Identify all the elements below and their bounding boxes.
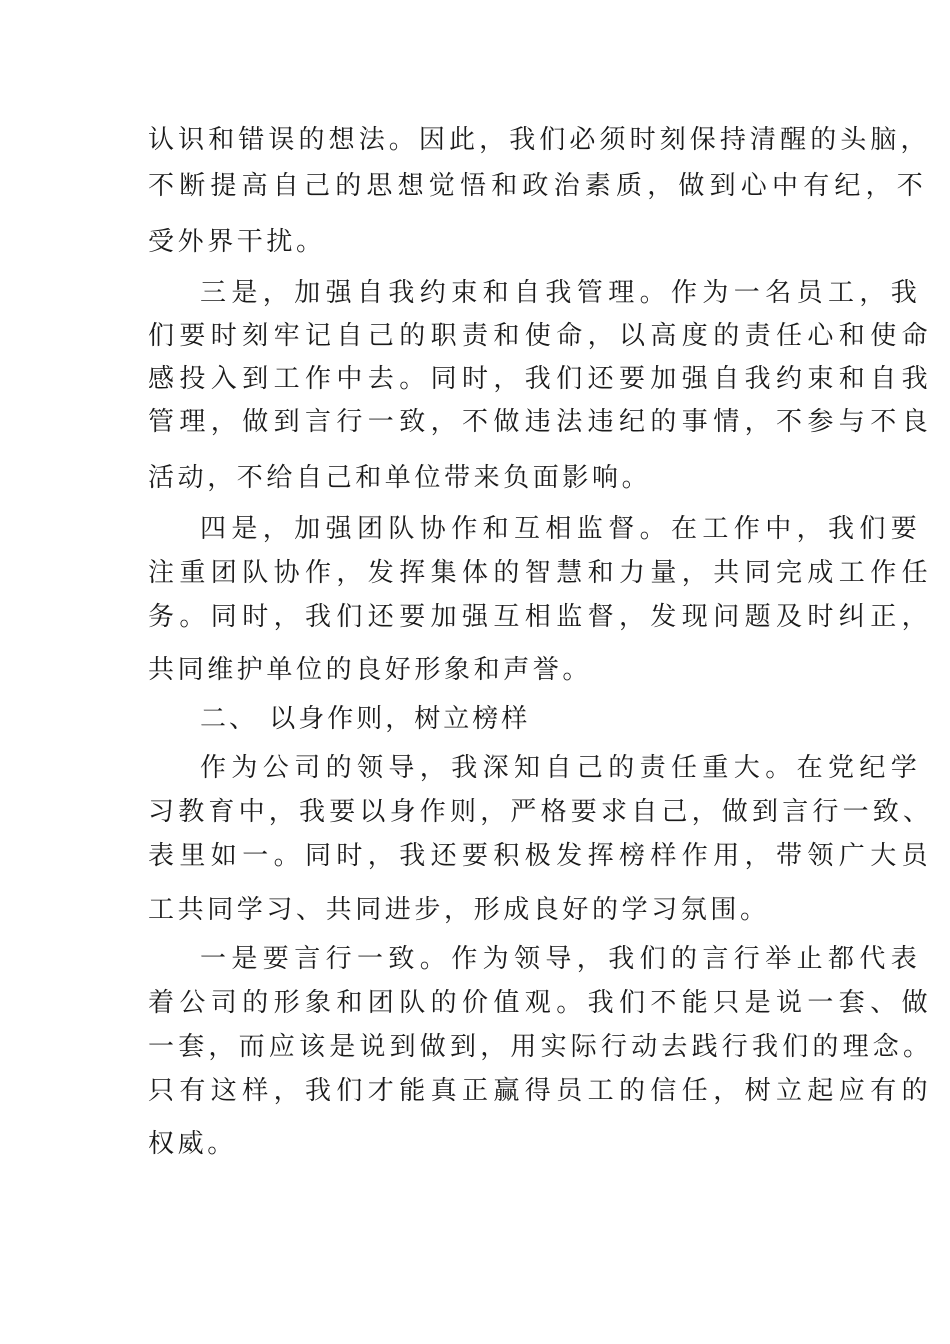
text-line: 受外界干扰。: [148, 227, 326, 257]
text-line: 工共同学习、共同进步，形成良好的学习氛围。: [148, 895, 770, 925]
text-line: 不断提高自己的思想觉悟和政治素质，做到心中有纪，不: [148, 171, 929, 201]
text-line: 权威。: [148, 1129, 237, 1159]
section-heading: 二、 以身作则，树立榜样: [200, 704, 531, 734]
text-line: 务。同时，我们还要加强互相监督，发现问题及时纠正，: [148, 602, 934, 632]
text-line: 管理，做到言行一致，不做违法违纪的事情，不参与不良: [148, 407, 934, 437]
text-line: 表里如一。同时，我还要积极发挥榜样作用，带领广大员: [148, 841, 934, 871]
text-line: 只有这样，我们才能真正赢得员工的信任，树立起应有的: [148, 1076, 934, 1106]
paragraph-first-line: 三是，加强自我约束和自我管理。作为一名员工，我: [200, 278, 923, 308]
paragraph-first-line: 一是要言行一致。作为领导，我们的言行举止都代表: [200, 944, 923, 974]
text-line: 们要时刻牢记自己的职责和使命，以高度的责任心和使命: [148, 321, 934, 351]
paragraph-first-line: 四是，加强团队协作和互相监督。在工作中，我们要: [200, 514, 923, 544]
text-line: 共同维护单位的良好形象和声誉。: [148, 655, 593, 685]
text-line: 一套，而应该是说到做到，用实际行动去践行我们的理念。: [148, 1032, 934, 1062]
text-line: 注重团队协作，发挥集体的智慧和力量，共同完成工作任: [148, 558, 934, 588]
text-line: 认识和错误的想法。因此，我们必须时刻保持清醒的头脑，: [148, 125, 931, 155]
text-line: 着公司的形象和团队的价值观。我们不能只是说一套、做: [148, 988, 934, 1018]
paragraph-first-line: 作为公司的领导，我深知自己的责任重大。在党纪学: [200, 753, 923, 783]
text-line: 习教育中，我要以身作则，严格要求自己，做到言行一致、: [148, 797, 934, 827]
text-line: 感投入到工作中去。同时，我们还要加强自我约束和自我: [148, 364, 934, 394]
text-line: 活动，不给自己和单位带来负面影响。: [148, 463, 652, 493]
